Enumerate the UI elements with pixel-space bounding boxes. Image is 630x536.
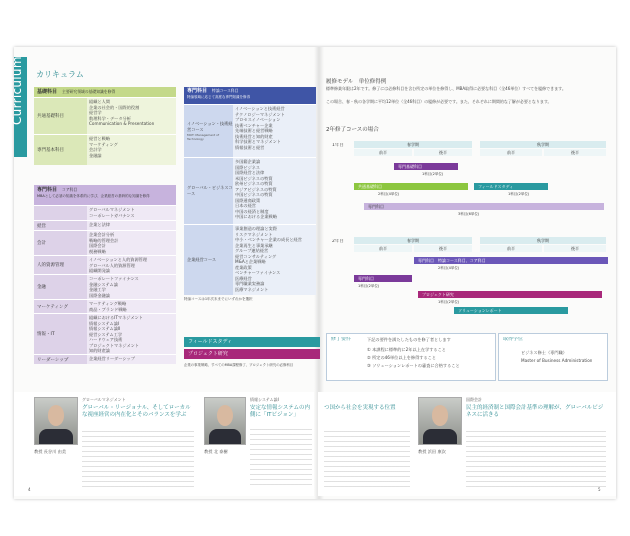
list-item: 中国における企業戦略 xyxy=(235,214,277,219)
list-item: 国際経営と法律 xyxy=(235,170,265,175)
list-item: 企業と法律 xyxy=(89,222,110,227)
gantt-bar: フィールドスタディ xyxy=(474,183,548,190)
core-subjects-header: 専門科目 コア科目 MBAとして必須の知識を体系的に学び、企業経営の基幹的な知識を修得 xyxy=(34,185,176,205)
list-item: 事業創造の理論と実際 xyxy=(235,226,277,231)
list-item: リスクマネジメント xyxy=(235,231,273,237)
avatar xyxy=(204,397,246,445)
gantt-bar-sub: 2科目(4単位) xyxy=(378,192,400,196)
model-text-2: この場合、春・秋の各学期に平均12単位（全46科目）の履修が必要です。また、それぞれに期間的な了解が必要となります。 xyxy=(326,99,552,104)
list-item: グローバル人的資源管理 xyxy=(89,262,135,268)
list-item: 数理科学・データ分析 xyxy=(89,115,131,121)
profile-body-text xyxy=(466,427,606,487)
list-item: 金融工学 xyxy=(89,287,106,292)
gantt-bar: 専門科目 特論コース科目、コア科目 xyxy=(414,257,608,264)
list-item: 国際金融論 xyxy=(89,292,110,298)
model-title: 履修モデル 単位修得例 xyxy=(326,79,387,85)
profile-body-text xyxy=(324,427,410,487)
list-item: 欧州ビジネスの特質 xyxy=(235,181,273,186)
avatar xyxy=(418,397,462,445)
core-subjects-block: 専門科目 コア科目 MBAとして必須の知識を体系的に学び、企業経営の基幹的な知識を修得 グローバルマネジメント コーポレートガバナンス 経営 企業と法律 会計 企業会計分析 戦略的管理会計 国際会計 税務戦略 人的資源管理 イノベーションと人的資源管理 グローバル人的資源管理 組織開発論 金融 コーポレートファイナンス 金融システム論 金融工学 国際金融論 マーケティング マーケティング戦略 商品・ブランド戦略 情報・IT 組織におけるITマネジメント 情報システム論Ⅰ 情報システム論Ⅱ 経営システム工学 ハードウェア技術 プロジェクトマネジメント 知的財産論 リーダーシップ 企業経営リーダーシップ xyxy=(34,185,176,364)
list-item: 米国ビジネスの特質 xyxy=(235,175,273,181)
list-item: 経営学 xyxy=(89,110,102,115)
list-item: 税務戦略 xyxy=(89,248,106,254)
list-item: 企業再生と事業承継 xyxy=(235,242,273,248)
list-item: ベンチャーファイナンス xyxy=(235,270,281,275)
gantt-bar: 専門科目 xyxy=(364,203,604,210)
list-item: 戦略的管理会計 xyxy=(89,237,119,243)
gantt-bar-sub: 2科目(4単位) xyxy=(438,266,460,270)
project-research-bar: プロジェクト研究 xyxy=(184,349,320,359)
profile-headline: つ国から社会を実現する位置 xyxy=(324,405,396,411)
list-item: 組織開発論 xyxy=(89,268,110,273)
list-item: グローバルマネジメント xyxy=(89,207,135,212)
list-item: 商品・ブランド戦略 xyxy=(89,306,127,312)
gantt-bar: ソリューションレポート xyxy=(454,307,568,314)
list-item: 知的財産論 xyxy=(89,348,110,353)
field-study-bar: フィールドスタディ xyxy=(184,337,320,347)
course-subjects-header: 専門科目 特論コース科目 特論領域に応じて高度な専門知識を修得 xyxy=(184,87,316,104)
list-item: 技術ベンチャー企業 xyxy=(235,122,273,128)
list-item: 国際会計 xyxy=(89,243,106,248)
requirement-item: ③ ソリューションレポートの審査に合格すること xyxy=(367,363,460,368)
year1-gantt: 春学期 秋学期 前半 後半 前半 後半 専門基礎科目 1科目(2単位) 共通基礎科目 2科目(4単位) フィールドスタディ 1科目(2単位) 専門科目 3科目(6単位) xyxy=(354,141,606,221)
list-item: 国際通商政策 xyxy=(235,197,261,203)
list-item: 企業経営リーダーシップ xyxy=(89,356,135,361)
list-item: マーケティング戦略 xyxy=(89,301,127,306)
list-item: 日本の経営 xyxy=(235,203,256,208)
list-item: イノベーションと技術経営 xyxy=(235,106,285,111)
profile-body-text xyxy=(250,425,312,487)
list-item: 国際ビジネス xyxy=(235,164,260,170)
degree-box: 取得学位 ビジネス修士（専門職） Master of Business Administration xyxy=(498,333,608,381)
page-number-right: 5 xyxy=(598,487,601,492)
list-item: 組織におけるITマネジメント xyxy=(89,315,143,320)
list-item: 中国ビジネスの特質 xyxy=(235,192,273,197)
list-item: 企業会計分析 xyxy=(89,232,115,237)
gantt-bar-sub: 1科目(2単位) xyxy=(438,300,460,304)
list-item: 企業の社会的・国際的役割 xyxy=(89,104,140,110)
list-item: 技術経営と知的財産 xyxy=(235,133,273,139)
list-item: 金融システム論 xyxy=(89,281,118,287)
course-subjects-block: 専門科目 特論コース科目 特論領域に応じて高度な専門知識を修得 イノベーション・技術経営コース MOT: Management of Technology イノベーションと技術経営 テクノロジーマネジメント プロセスイノベーション 技術ベンチャー企業 先端技術と経営戦略 技術経営と知的財産 科学技術とマネジメント 情報技術と経営 グローバル・ビジネスコース 多国籍企業論 国際ビジネス 国際経営と法律 米国ビジネスの特質 欧州ビジネスの特質 アジアビジネスの特質 中国ビジネスの特質 国際通商政策 日本の経営 中国の経済と制度 中国における企業戦略 企業経営コース 事業創造の理論と実際 リスクマネジメント 中小・ベンチャー企業の成長と経営 企業再生と事業承継 グループ連結経営 経営コンサルティング M&Aと企業戦略 産業政策 ベンチャーファイナンス 医療経営 専門職業実務論 医療マネジメント 特論コースは1年次末までにいずれかを選択 xyxy=(184,87,316,303)
basic-row-common: 共通基礎科目 組織と人間 企業の社会的・国際的役割 経営学 数理科学・データ分析 Communication & Presentation xyxy=(34,97,176,134)
profile-headline: 民主的経済制と国際会計基準の理解が、グローバルビジネスに活きる xyxy=(466,405,604,418)
requirement-item: ① 本課程に標準的に2年以上在学すること xyxy=(367,347,446,352)
gantt-bar-sub: 1科目(2単位) xyxy=(508,192,530,196)
list-item: 医療マネジメント xyxy=(235,286,269,292)
list-item: 会計学 xyxy=(89,147,102,152)
list-item: 経営コンサルティング xyxy=(235,253,277,259)
list-item: 科学技術とマネジメント xyxy=(235,139,281,144)
profile-body-text xyxy=(82,427,194,487)
requirements-box: 修了要件 下記の要件を満たしたものを修了者とします ① 本課程に標準的に2年以上在学すること ② 所定の46単位以上を修得すること ③ ソリューションレポートの審査に合格すること xyxy=(326,333,496,381)
list-item: 先端技術と経営戦略 xyxy=(235,128,273,133)
basic-row-specialized: 専門基本科目 経営と戦略 マーケティング 会計学 金融論 xyxy=(34,134,176,165)
list-item: グループ連結経営 xyxy=(235,248,269,253)
list-item: コーポレートガバナンス xyxy=(89,212,135,218)
list-item: プロジェクトマネジメント xyxy=(89,342,140,348)
list-item: ハードウェア技術 xyxy=(89,337,123,342)
project-note: 企業の事業戦略、すべてのMBA課程修了、プロジェクト研究の必修科目 xyxy=(184,363,294,367)
list-item: コーポレートファイナンス xyxy=(89,276,139,281)
gantt-bar-sub: 1科目(2単位) xyxy=(422,172,444,176)
list-item: 専門職業実務論 xyxy=(235,281,265,286)
brochure-spread: Curriculum カリキュラム 基礎科目 主要研究領域の基礎知識を修得 共通基礎科目 組織と人間 企業の社会的・国際的役割 経営学 数理科学・データ分析 Communication & Presentation 専門基本科目 経営と戦略 マーケティング 会計学 金融論 専門科目 コア科目 MBAとして必須の知識を体系的に学び、企業経営の基幹的な知識を修得 グローバルマネジメント コーポレートガバナンス 経営 企業と法律 会計 企業会計分析 戦略的管理会計 国際会計 税務戦略 人的資源管理 イノベーションと人的資源管理 グローバル人的資源管理 組織開発論 金融 コーポレートファイナンス 金融システム論 金融工学 国際金融論 マーケティング マーケティング戦略 商品・ブランド戦略 情報・IT 組織におけるITマネジメント 情報システム論Ⅰ 情報システム論Ⅱ 経営システム工学 ハードウェア技術 プロジェクトマネジメント 知的財産論 リーダーシップ 企業経営リーダーシップ 専門科目 特論コース科目 特論領域に応じて高度な専門知識を修得 イノベーション・技術経営コース MOT: Management of Technology イノベーションと技術経営 テクノロジーマネジメント プロセスイノベーション 技術ベンチャー企業 先端技術と経営戦略 技術経営と知的財産 科学技術とマネジメント 情報技術と経営 グローバル・ビジネスコース 多国籍企業論 国際ビジネス 国際経営と法律 米国ビジネスの特質 欧州ビジネスの特質 アジアビジネスの特質 中国ビジネスの特質 国際通商政策 日本の経営 中国の経済と制度 中国における企業戦略 企業経営コース 事業創造の理論と実際 リスクマネジメント 中小・ベンチャー企業の成長と経営 企業再生と事業承継 グループ連結経営 経営コンサルティング M&Aと企業戦略 産業政策 ベンチャーファイナンス 医療経営 専門職業実務論 医療マネジメント 特論コースは1年次末までにいずれかを選択 フィールドスタディ プロジェクト研究 企業の事業戦略、すべてのMBA課程修了、プロジェクト研究の必修科目 履修モデル 単位修得例 標準修業年限は2年です。修了には必修科目を含む所定の単位を修得し、MBA取得に必要な科目（全46単位）すべてを履修できます。 この場合、春・秋の各学期に平均12単位（全46科目）の履修が必要です。また、それぞれに期間的な了解が必要となります。 2年修了コースの場合 1年目 春学期 秋学期 前半 後半 前半 後半 専門基礎科目 1科目(2単位) 共通基礎科目 2科目(4単位) フィールドスタディ 1科目(2単位) 専門科目 3科目(6単位) 2年目 春学期 秋学期 前半 後半 前半 後半 専門科目 特論コース科目、コア科目 2科目(4単位) 専門科目 1科目(2単位) プロジェクト研究 1科目(2単位) ソリューションレポート 修了要件 下記の要件を満たしたものを修了者とします ① 本課程に標準的に2年以上在学すること ② 所定の46単位以上を修得すること ③ ソリューションレポートの審査に合格すること 取得学位 ビジネス修士（専門職） Master of Business Administration グローバルマネジメント グローバル・リージョナル、そしてローカルな視座経営の内在化とそのバランスを学ぶ 教授 長谷川 由美 情報システム論Ⅰ 安定な情報システムの内側に「ITビジョン」 教授 北 泰樹 つ国から社会を実現する位置 国際会計 民主的経済制と国際会計基準の理解が、グローバルビジネスに活きる 教授 浜田 康次 4 5 xyxy=(14,47,616,499)
year1-label: 1年目 xyxy=(332,143,344,148)
gantt-bar-sub: 1科目(2単位) xyxy=(358,284,380,288)
list-item: 多国籍企業論 xyxy=(235,159,261,164)
list-item: 中国の経済と制度 xyxy=(235,208,269,214)
list-item: イノベーションと人的資源管理 xyxy=(89,257,148,262)
list-item: 情報技術と経営 xyxy=(235,144,265,150)
list-item: 医療経営 xyxy=(235,275,252,281)
list-item: 金融論 xyxy=(89,152,102,158)
profile-headline: グローバル・リージョナル、そしてローカルな視座経営の内在化とそのバランスを学ぶ xyxy=(82,405,191,418)
year2-gantt: 春学期 秋学期 前半 後半 前半 後半 専門科目 特論コース科目、コア科目 2科目(4単位) 専門科目 1科目(2単位) プロジェクト研究 1科目(2単位) ソリューションレポート xyxy=(354,237,606,317)
gantt-bar-sub: 3科目(6単位) xyxy=(458,212,480,216)
gantt-title: 2年修了コースの場合 xyxy=(326,127,379,133)
list-item: 中小・ベンチャー企業の成長と経営 xyxy=(235,237,302,242)
list-item: Communication & Presentation xyxy=(89,121,155,126)
curriculum-tab-label: Curriculum xyxy=(10,56,24,125)
year2-label: 2年目 xyxy=(332,239,344,244)
list-item: 経営システム工学 xyxy=(89,331,123,337)
model-text: 標準修業年限は2年です。修了には必修科目を含む所定の単位を修得し、MBA取得に必要な科目（全46単位）すべてを履修できます。 xyxy=(326,86,566,91)
list-item: 情報システム論Ⅱ xyxy=(89,326,120,331)
gantt-bar: 共通基礎科目 xyxy=(354,183,468,190)
course-footnote: 特論コースは1年次末までにいずれかを選択 xyxy=(184,297,253,301)
list-item: 情報システム論Ⅰ xyxy=(89,320,120,326)
list-item: 組織と人間 xyxy=(89,99,110,104)
page-number-left: 4 xyxy=(28,487,31,492)
basic-subjects-block xyxy=(34,87,176,165)
list-item: マーケティング xyxy=(89,141,118,147)
profile-headline: 安定な情報システムの内側に「ITビジョン」 xyxy=(250,405,310,418)
list-item: テクノロジーマネジメント xyxy=(235,111,285,117)
list-item: プロセスイノベーション xyxy=(235,117,281,122)
basic-subjects-header: 基礎科目 主要研究領域の基礎知識を修得 xyxy=(34,87,176,97)
gantt-bar: 専門科目 xyxy=(354,275,412,282)
list-item: M&Aと企業戦略 xyxy=(235,259,266,264)
avatar xyxy=(34,397,78,445)
list-item: 産業政策 xyxy=(235,264,252,270)
list-item: アジアビジネスの特質 xyxy=(235,186,277,192)
requirement-item: ② 所定の46単位以上を修得すること xyxy=(367,355,437,360)
gantt-bar: 専門基礎科目 xyxy=(394,163,458,170)
page-title: カリキュラム xyxy=(36,70,84,79)
list-item: 経営と戦略 xyxy=(89,136,110,141)
gantt-bar: プロジェクト研究 xyxy=(418,291,602,298)
